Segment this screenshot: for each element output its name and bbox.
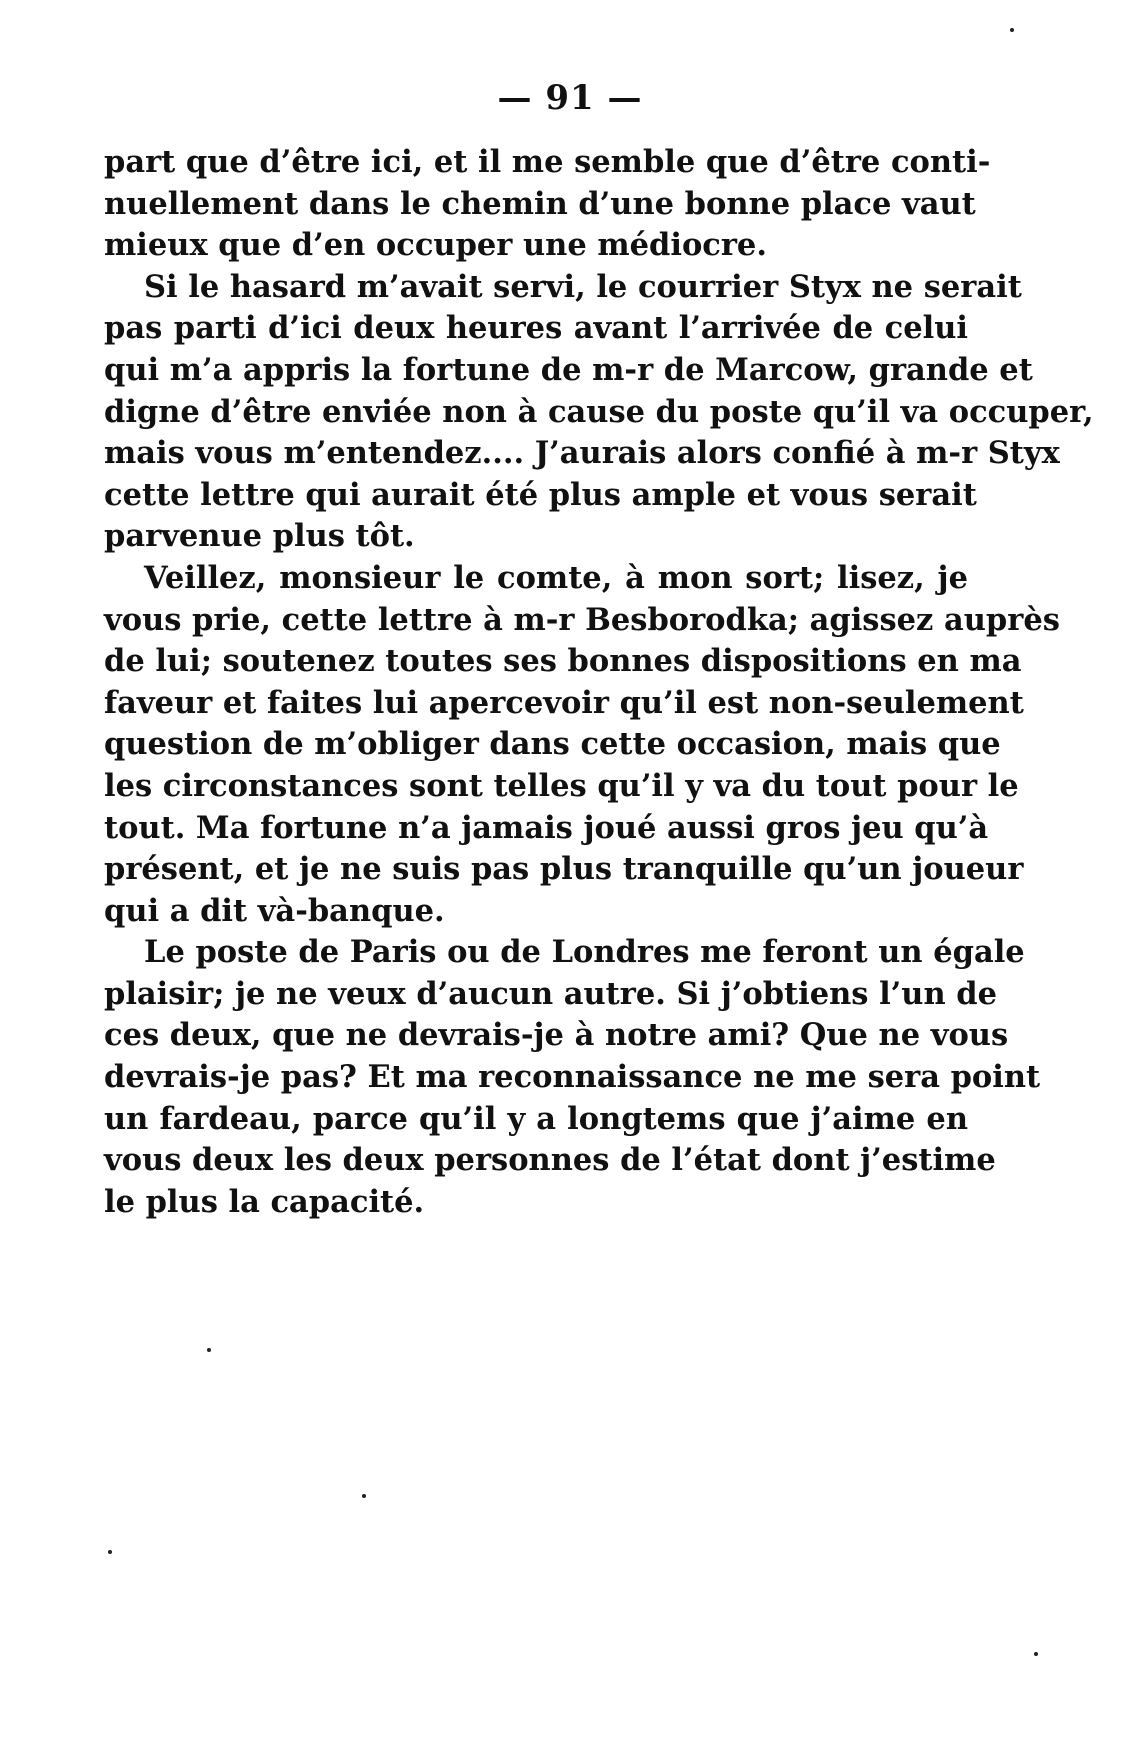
text-line: vous prie, cette lettre à m-r Besborodka; agissez auprès xyxy=(104,601,1060,638)
text-line: Si le hasard m’avait servi, le courrier Styx ne serait xyxy=(144,268,1022,305)
paragraph-1 xyxy=(104,142,991,267)
text-line: Veillez, monsieur le comte, à mon sort; lisez, je xyxy=(144,559,968,596)
text-line: digne d’être enviée non à cause du poste qu’il va occuper, xyxy=(104,393,1094,430)
text-line: part que d’être ici, et il me semble que d’être conti- xyxy=(104,144,991,180)
text-line: mais vous m’entendez.... J’aurais alors confié à m-r Styx xyxy=(104,435,1060,472)
text-line: devrais-je pas? Et ma reconnaissance ne me sera point xyxy=(104,1059,1041,1096)
text-line: qui a dit và-banque. xyxy=(104,892,445,929)
text-line: présent, et je ne suis pas plus tranquille qu’un joueur xyxy=(104,851,1024,888)
text-line: parvenue plus tôt. xyxy=(104,518,415,555)
paragraph-3 xyxy=(104,558,1060,932)
text-line: pas parti d’ici deux heures avant l’arrivée de celui xyxy=(104,310,968,347)
text-line: question de m’obliger dans cette occasion, mais que xyxy=(104,726,1001,763)
text-line: de lui; soutenez toutes ses bonnes dispositions en ma xyxy=(104,643,1022,680)
text-line: faveur et faites lui apercevoir qu’il est non-seulement xyxy=(104,684,1024,721)
text-line: tout. Ma fortune n’a jamais joué aussi gros jeu qu’à xyxy=(104,809,989,846)
scan-speck xyxy=(362,1494,366,1498)
scan-speck xyxy=(1010,28,1014,32)
text-line: un fardeau, parce qu’il y a longtems que j’aime en xyxy=(104,1100,968,1137)
scan-speck xyxy=(108,1550,112,1554)
text-line: les circonstances sont telles qu’il y va du tout pour le xyxy=(104,767,1019,804)
paragraph-4 xyxy=(104,932,1041,1223)
text-line: Le poste de Paris ou de Londres me feront un égale xyxy=(144,934,1025,971)
text-line: mieux que d’en occuper une médiocre. xyxy=(104,227,767,264)
page-number: — 91 — xyxy=(497,78,643,118)
text-line: cette lettre qui aurait été plus ample et vous serait xyxy=(104,476,977,513)
text-line: ces deux, que ne devrais-je à notre ami? Que ne vous xyxy=(104,1017,1009,1054)
text-line: qui m’a appris la fortune de m-r de Marcow, grande et xyxy=(104,351,1033,388)
text-line: plaisir; je ne veux d’aucun autre. Si j’obtiens l’un de xyxy=(104,975,997,1012)
scan-speck xyxy=(207,1348,211,1352)
text-line: vous deux les deux personnes de l’état dont j’estime xyxy=(104,1142,996,1179)
body-text xyxy=(104,142,1094,1223)
text-line: nuellement dans le chemin d’une bonne place vaut xyxy=(104,185,976,222)
scan-speck xyxy=(1034,1652,1038,1656)
paragraph-2 xyxy=(104,267,1094,558)
text-line: le plus la capacité. xyxy=(104,1183,425,1220)
